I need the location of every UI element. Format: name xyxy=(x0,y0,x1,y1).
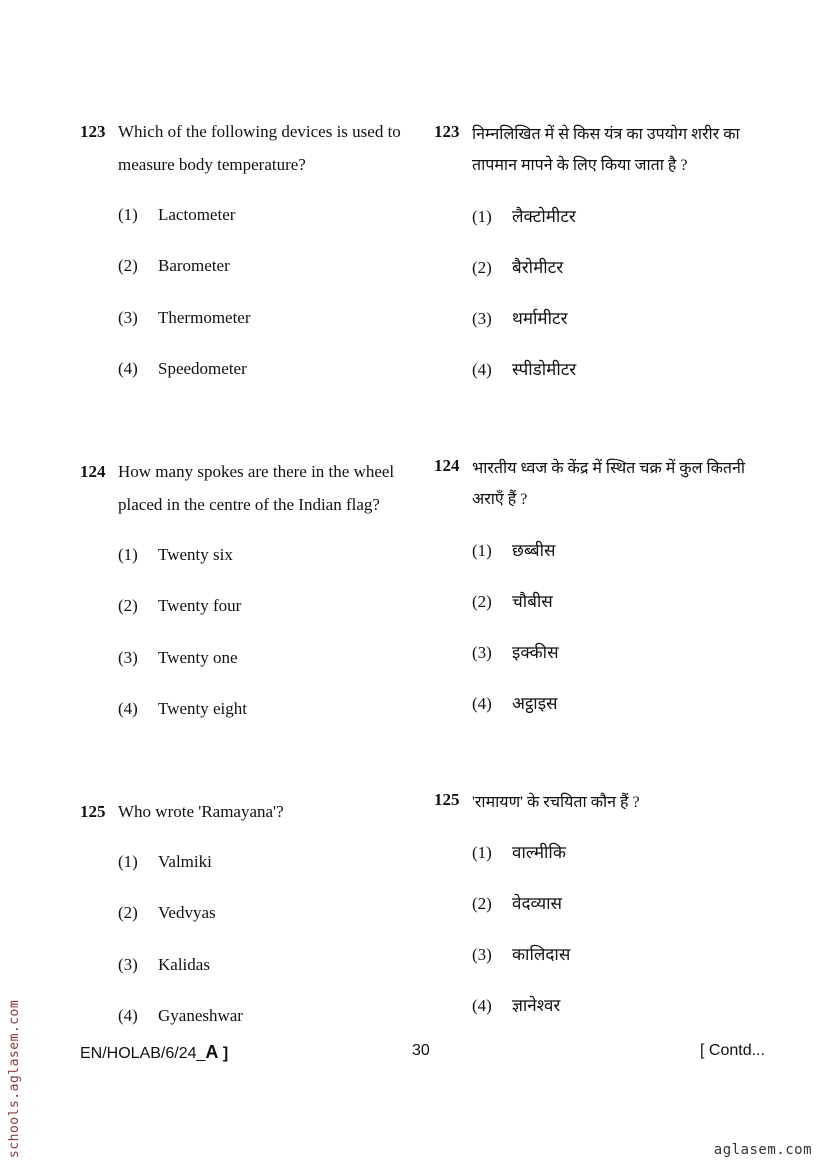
option-number: (4) xyxy=(118,359,138,378)
option-123-1-hi xyxy=(472,204,576,227)
option-number: (1) xyxy=(472,207,492,226)
option-123-4-en xyxy=(118,359,247,379)
question-text-line: Which of the following devices is used to xyxy=(118,122,401,141)
page-number: 30 xyxy=(412,1042,430,1059)
question-number: 123 xyxy=(434,122,460,141)
option-number: (2) xyxy=(118,903,138,922)
option-number: (4) xyxy=(472,360,492,379)
option-124-3-hi xyxy=(472,640,559,663)
option-125-1-hi xyxy=(472,840,566,863)
question-text-line: भारतीय ध्वज के केंद्र में स्थित चक्र में कुल कितनी xyxy=(472,460,746,477)
option-text: वेदव्यास xyxy=(512,894,563,913)
option-number: (4) xyxy=(472,996,492,1015)
option-text: Vedvyas xyxy=(158,903,216,922)
option-125-3-hi xyxy=(472,942,570,965)
question-text-line: निम्नलिखित में से किस यंत्र का उपयोग शरीर का xyxy=(472,126,740,143)
option-text: Kalidas xyxy=(158,955,210,974)
option-number: (2) xyxy=(472,894,492,913)
option-123-3-hi xyxy=(472,306,568,329)
option-124-1-hi xyxy=(472,538,556,561)
option-number: (3) xyxy=(472,309,492,328)
question-number: 125 xyxy=(434,790,460,809)
option-text: ज्ञानेश्वर xyxy=(512,996,561,1015)
question-number: 124 xyxy=(80,462,106,481)
option-text: Valmiki xyxy=(158,852,212,871)
option-125-1-en xyxy=(118,852,212,872)
option-number: (4) xyxy=(118,1006,138,1025)
option-number: (3) xyxy=(118,308,138,327)
option-text: कालिदास xyxy=(512,945,571,964)
side-watermark-text: schools.aglasem.com xyxy=(7,999,22,1158)
option-text: लैक्टोमीटर xyxy=(512,207,576,226)
option-text: Twenty eight xyxy=(158,699,247,718)
option-text: Barometer xyxy=(158,256,230,275)
option-text: Speedometer xyxy=(158,359,247,378)
option-125-3-en xyxy=(118,955,210,975)
question-text-line: Who wrote 'Ramayana'? xyxy=(118,802,284,821)
option-125-2-en xyxy=(118,903,216,923)
option-number: (3) xyxy=(118,955,138,974)
option-text: वाल्मीकि xyxy=(512,843,566,862)
option-125-4-en xyxy=(118,1006,243,1026)
option-124-3-en xyxy=(118,648,238,668)
question-number: 124 xyxy=(434,456,460,475)
paper-code xyxy=(80,1042,228,1063)
bottom-watermark: aglasem.com xyxy=(713,1142,812,1158)
option-124-4-en xyxy=(118,699,247,719)
paper-code-bracket: ] xyxy=(218,1045,229,1062)
option-123-3-en xyxy=(118,308,251,328)
option-124-4-hi xyxy=(472,691,558,714)
option-text: अट्ठाइस xyxy=(512,694,558,713)
option-number: (3) xyxy=(472,945,492,964)
question-text-line: measure body temperature? xyxy=(118,155,306,174)
question-text-line: अराएँ हैं ? xyxy=(472,491,528,508)
option-125-4-hi xyxy=(472,993,560,1016)
option-123-2-hi xyxy=(472,255,563,278)
option-124-2-en xyxy=(118,596,241,616)
option-123-1-en xyxy=(118,205,235,225)
option-124-2-hi xyxy=(472,589,553,612)
question-text-line: तापमान मापने के लिए किया जाता है ? xyxy=(472,157,688,174)
option-number: (1) xyxy=(472,843,492,862)
option-text: थर्मामीटर xyxy=(512,309,568,328)
question-number: 123 xyxy=(80,122,106,141)
question-text-line: 'रामायण' के रचयिता कौन हैं ? xyxy=(472,794,640,811)
option-number: (1) xyxy=(118,545,138,564)
option-number: (2) xyxy=(472,258,492,277)
option-number: (2) xyxy=(472,592,492,611)
continued-label: [ Contd... xyxy=(700,1042,765,1059)
option-number: (1) xyxy=(118,852,138,871)
question-text-line: placed in the centre of the Indian flag? xyxy=(118,495,380,514)
option-number: (1) xyxy=(118,205,138,224)
option-number: (4) xyxy=(472,694,492,713)
option-text: Twenty four xyxy=(158,596,242,615)
option-text: Thermometer xyxy=(158,308,251,327)
option-text: Twenty one xyxy=(158,648,238,667)
option-number: (2) xyxy=(118,596,138,615)
option-number: (2) xyxy=(118,256,138,275)
option-text: Twenty six xyxy=(158,545,233,564)
option-text: स्पीडोमीटर xyxy=(512,360,577,379)
option-123-4-hi xyxy=(472,357,576,380)
option-number: (1) xyxy=(472,541,492,560)
option-124-1-en xyxy=(118,545,233,565)
question-text-line: How many spokes are there in the wheel xyxy=(118,462,395,481)
option-number: (4) xyxy=(118,699,138,718)
question-number: 125 xyxy=(80,802,106,821)
option-text: छब्बीस xyxy=(512,541,556,560)
option-125-2-hi xyxy=(472,891,562,914)
option-text: चौबीस xyxy=(512,592,553,611)
option-123-2-en xyxy=(118,256,230,276)
option-text: Gyaneshwar xyxy=(158,1006,243,1025)
side-watermark xyxy=(7,968,27,1158)
option-text: बैरोमीटर xyxy=(512,258,564,277)
paper-code-text: EN/HOLAB/6/24_ xyxy=(80,1045,206,1062)
paper-code-letter: A xyxy=(205,1042,219,1062)
option-text: Lactometer xyxy=(158,205,236,224)
option-number: (3) xyxy=(118,648,138,667)
option-text: इक्कीस xyxy=(512,643,559,662)
option-number: (3) xyxy=(472,643,492,662)
